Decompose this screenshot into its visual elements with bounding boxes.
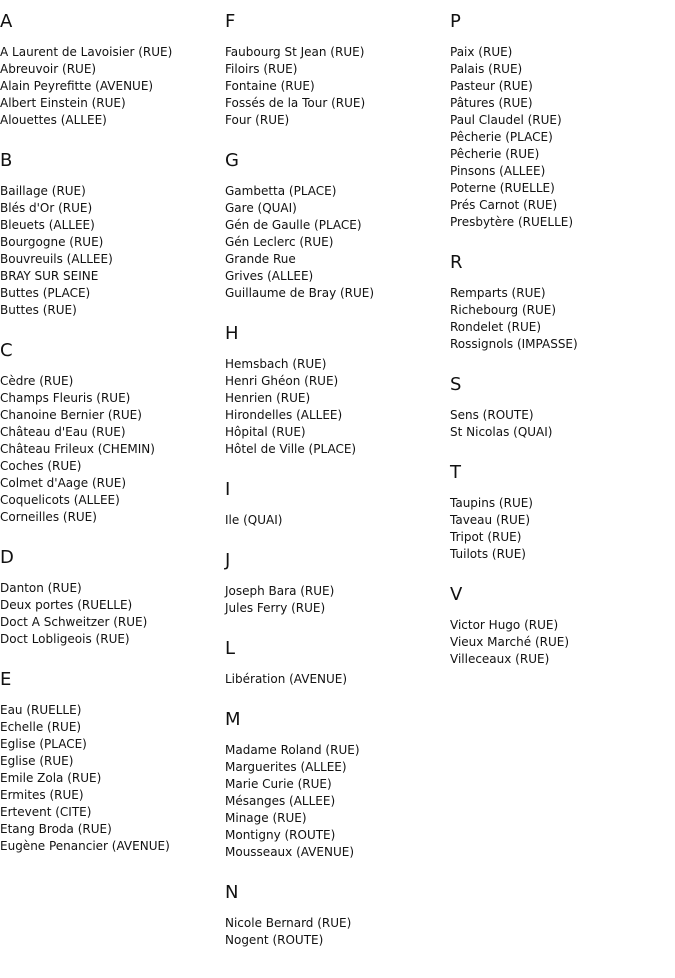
street-item: St Nicolas (QUAI) bbox=[450, 425, 553, 439]
section-spacer bbox=[225, 458, 445, 478]
letter-section bbox=[0, 149, 220, 319]
street-item: Buttes (RUE) bbox=[0, 303, 77, 317]
street-item: Four (RUE) bbox=[225, 113, 290, 127]
section-spacer bbox=[450, 231, 670, 251]
letter-heading: D bbox=[0, 547, 14, 568]
street-item: Doct A Schweitzer (RUE) bbox=[0, 615, 148, 629]
street-item: Champs Fleuris (RUE) bbox=[0, 391, 131, 405]
street-list bbox=[225, 742, 445, 861]
street-item: Alouettes (ALLEE) bbox=[0, 113, 107, 127]
street-item: Colmet d'Aage (RUE) bbox=[0, 476, 127, 490]
letter-heading: G bbox=[225, 150, 239, 171]
street-item: Montigny (ROUTE) bbox=[225, 828, 336, 842]
letter-section bbox=[225, 549, 445, 617]
letter-section bbox=[450, 251, 670, 353]
street-item: Paix (RUE) bbox=[450, 45, 513, 59]
letter-section bbox=[225, 881, 445, 949]
street-item: Tripot (RUE) bbox=[450, 530, 522, 544]
street-item: Sens (ROUTE) bbox=[450, 408, 534, 422]
section-spacer bbox=[0, 648, 220, 668]
street-item: Pinsons (ALLEE) bbox=[450, 164, 546, 178]
street-item: Etang Broda (RUE) bbox=[0, 822, 112, 836]
street-item: Villeceaux (RUE) bbox=[450, 652, 550, 666]
letter-heading: M bbox=[225, 709, 241, 730]
street-list bbox=[0, 183, 220, 319]
letter-section bbox=[0, 339, 220, 526]
street-item: Remparts (RUE) bbox=[450, 286, 546, 300]
letter-heading: F bbox=[225, 11, 236, 32]
street-list bbox=[0, 702, 220, 855]
letter-section bbox=[450, 583, 670, 668]
street-item: Eau (RUELLE) bbox=[0, 703, 82, 717]
street-item: Mousseaux (AVENUE) bbox=[225, 845, 354, 859]
street-item: Gare (QUAI) bbox=[225, 201, 297, 215]
letter-heading: J bbox=[225, 550, 231, 571]
street-list bbox=[450, 285, 670, 353]
street-item: Gén Leclerc (RUE) bbox=[225, 235, 334, 249]
street-item: Château d'Eau (RUE) bbox=[0, 425, 126, 439]
street-item: Rondelet (RUE) bbox=[450, 320, 542, 334]
letter-section bbox=[225, 149, 445, 302]
street-list bbox=[225, 356, 445, 458]
section-spacer bbox=[450, 353, 670, 373]
letter-heading: H bbox=[225, 323, 239, 344]
street-item: Gambetta (PLACE) bbox=[225, 184, 337, 198]
street-item: Marguerites (ALLEE) bbox=[225, 760, 347, 774]
letter-heading: S bbox=[450, 374, 462, 395]
letter-heading: E bbox=[0, 669, 12, 690]
street-item: Nicole Bernard (RUE) bbox=[225, 916, 352, 930]
street-item: Fossés de la Tour (RUE) bbox=[225, 96, 366, 110]
street-item: Hirondelles (ALLEE) bbox=[225, 408, 343, 422]
street-item: Bleuets (ALLEE) bbox=[0, 218, 95, 232]
street-list bbox=[225, 512, 445, 529]
section-spacer bbox=[225, 688, 445, 708]
street-item: Richebourg (RUE) bbox=[450, 303, 557, 317]
letter-section bbox=[450, 10, 670, 231]
street-item: Danton (RUE) bbox=[0, 581, 82, 595]
street-list bbox=[0, 580, 220, 648]
letter-section bbox=[225, 478, 445, 529]
street-item: Taveau (RUE) bbox=[450, 513, 531, 527]
letter-heading: I bbox=[225, 479, 231, 500]
letter-section bbox=[0, 668, 220, 855]
street-item: Grande Rue bbox=[225, 252, 296, 266]
street-item: Faubourg St Jean (RUE) bbox=[225, 45, 365, 59]
street-list bbox=[225, 671, 445, 688]
letter-heading: N bbox=[225, 882, 239, 903]
street-item: Deux portes (RUELLE) bbox=[0, 598, 133, 612]
street-item: Baillage (RUE) bbox=[0, 184, 86, 198]
letter-heading: L bbox=[225, 638, 236, 659]
letter-section bbox=[225, 637, 445, 688]
street-item: A Laurent de Lavoisier (RUE) bbox=[0, 45, 173, 59]
street-item: Presbytère (RUELLE) bbox=[450, 215, 574, 229]
section-spacer bbox=[0, 526, 220, 546]
street-list bbox=[450, 407, 670, 441]
street-item: Joseph Bara (RUE) bbox=[225, 584, 335, 598]
street-item: Filoirs (RUE) bbox=[225, 62, 298, 76]
street-item: Coquelicots (ALLEE) bbox=[0, 493, 120, 507]
street-item: Blés d'Or (RUE) bbox=[0, 201, 93, 215]
street-item: Eglise (RUE) bbox=[0, 754, 74, 768]
street-item: Madame Roland (RUE) bbox=[225, 743, 360, 757]
street-list bbox=[0, 373, 220, 526]
street-item: Doct Lobligeois (RUE) bbox=[0, 632, 130, 646]
street-item: Minage (RUE) bbox=[225, 811, 307, 825]
street-item: Nogent (ROUTE) bbox=[225, 933, 324, 947]
street-list bbox=[225, 44, 445, 129]
letter-heading: R bbox=[450, 252, 463, 273]
letter-heading: C bbox=[0, 340, 13, 361]
letter-section bbox=[225, 10, 445, 129]
letter-section bbox=[0, 10, 220, 129]
street-item: Chanoine Bernier (RUE) bbox=[0, 408, 142, 422]
section-spacer bbox=[225, 861, 445, 881]
street-item: BRAY SUR SEINE bbox=[0, 269, 99, 283]
street-column-1 bbox=[0, 10, 220, 855]
street-item: Buttes (PLACE) bbox=[0, 286, 91, 300]
letter-section bbox=[225, 708, 445, 861]
street-item: Paul Claudel (RUE) bbox=[450, 113, 562, 127]
street-item: Ile (QUAI) bbox=[225, 513, 283, 527]
letter-heading: V bbox=[450, 584, 463, 605]
section-spacer bbox=[450, 563, 670, 583]
street-item: Marie Curie (RUE) bbox=[225, 777, 332, 791]
street-item: Emile Zola (RUE) bbox=[0, 771, 102, 785]
street-item: Pêcherie (RUE) bbox=[450, 147, 540, 161]
street-item: Tuilots (RUE) bbox=[450, 547, 526, 561]
letter-section bbox=[0, 546, 220, 648]
street-list bbox=[450, 617, 670, 668]
street-item: Mésanges (ALLEE) bbox=[225, 794, 336, 808]
street-item: Pâtures (RUE) bbox=[450, 96, 533, 110]
street-item: Palais (RUE) bbox=[450, 62, 523, 76]
street-list bbox=[225, 915, 445, 949]
street-item: Albert Einstein (RUE) bbox=[0, 96, 126, 110]
letter-section bbox=[450, 461, 670, 563]
letter-heading: T bbox=[450, 462, 461, 483]
street-item: Cèdre (RUE) bbox=[0, 374, 74, 388]
street-item: Grives (ALLEE) bbox=[225, 269, 314, 283]
letter-section bbox=[450, 373, 670, 441]
street-item: Gén de Gaulle (PLACE) bbox=[225, 218, 362, 232]
street-item: Ertevent (CITE) bbox=[0, 805, 92, 819]
street-list bbox=[450, 495, 670, 563]
street-item: Hemsbach (RUE) bbox=[225, 357, 327, 371]
street-item: Taupins (RUE) bbox=[450, 496, 533, 510]
street-item: Pasteur (RUE) bbox=[450, 79, 533, 93]
street-list bbox=[450, 44, 670, 231]
street-item: Vieux Marché (RUE) bbox=[450, 635, 570, 649]
street-item: Château Frileux (CHEMIN) bbox=[0, 442, 155, 456]
street-item: Poterne (RUELLE) bbox=[450, 181, 555, 195]
street-item: Fontaine (RUE) bbox=[225, 79, 315, 93]
section-spacer bbox=[450, 441, 670, 461]
section-spacer bbox=[225, 302, 445, 322]
section-spacer bbox=[225, 529, 445, 549]
letter-heading: B bbox=[0, 150, 13, 171]
street-item: Guillaume de Bray (RUE) bbox=[225, 286, 375, 300]
street-item: Ermites (RUE) bbox=[0, 788, 84, 802]
letter-section bbox=[225, 322, 445, 458]
street-item: Bouvreuils (ALLEE) bbox=[0, 252, 113, 266]
street-item: Jules Ferry (RUE) bbox=[225, 601, 326, 615]
letter-heading: P bbox=[450, 11, 461, 32]
street-item: Rossignols (IMPASSE) bbox=[450, 337, 578, 351]
street-item: Corneilles (RUE) bbox=[0, 510, 97, 524]
street-item: Pêcherie (PLACE) bbox=[450, 130, 553, 144]
street-list bbox=[225, 583, 445, 617]
street-item: Henri Ghéon (RUE) bbox=[225, 374, 339, 388]
street-item: Bourgogne (RUE) bbox=[0, 235, 104, 249]
street-item: Alain Peyrefitte (AVENUE) bbox=[0, 79, 154, 93]
street-column-2 bbox=[225, 10, 445, 949]
section-spacer bbox=[0, 129, 220, 149]
street-item: Henrien (RUE) bbox=[225, 391, 311, 405]
street-item: Eugène Penancier (AVENUE) bbox=[0, 839, 170, 853]
street-item: Prés Carnot (RUE) bbox=[450, 198, 558, 212]
street-item: Hôtel de Ville (PLACE) bbox=[225, 442, 357, 456]
street-item: Coches (RUE) bbox=[0, 459, 82, 473]
street-item: Abreuvoir (RUE) bbox=[0, 62, 97, 76]
street-list bbox=[0, 44, 220, 129]
street-list bbox=[225, 183, 445, 302]
street-item: Hôpital (RUE) bbox=[225, 425, 306, 439]
street-item: Echelle (RUE) bbox=[0, 720, 82, 734]
street-item: Libération (AVENUE) bbox=[225, 672, 348, 686]
street-column-3 bbox=[450, 10, 670, 668]
street-item: Eglise (PLACE) bbox=[0, 737, 87, 751]
letter-heading: A bbox=[0, 11, 13, 32]
street-item: Victor Hugo (RUE) bbox=[450, 618, 559, 632]
section-spacer bbox=[225, 617, 445, 637]
section-spacer bbox=[225, 129, 445, 149]
section-spacer bbox=[0, 319, 220, 339]
